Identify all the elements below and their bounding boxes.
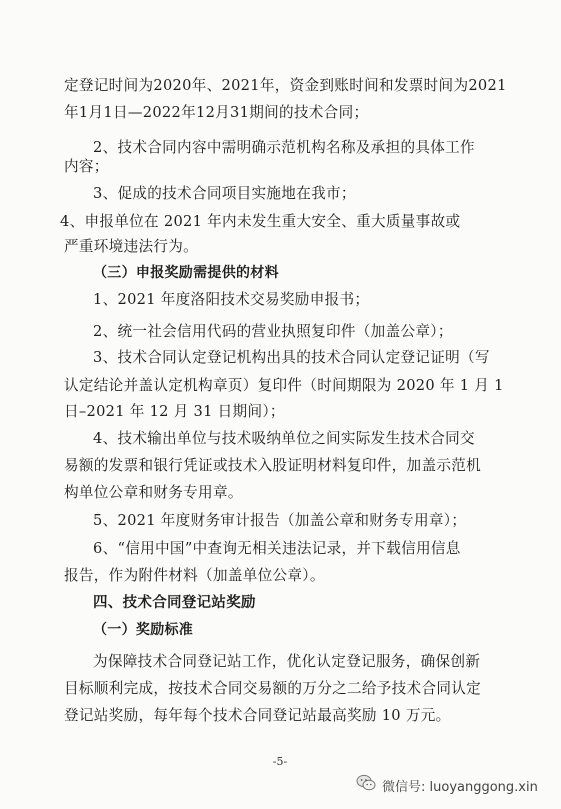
subsection-heading: （一）奖励标准 bbox=[93, 622, 194, 638]
text-line: 日–2021 年 12 月 31 日期间）； bbox=[64, 403, 285, 420]
text-line: 2、技术合同内容中需明确示范机构名称及承担的具体工作 bbox=[93, 139, 475, 156]
text-line: 登记站奖励，每年每个技术合同登记站最高奖励 10 万元。 bbox=[64, 707, 451, 724]
text-line: 认定结论并盖认定机构章页）复印件（时间期限为 2020 年 1 月 1 bbox=[64, 377, 504, 394]
text-line: 6、“信用中国”中查询无相关违法记录，并下载信用信息 bbox=[93, 540, 461, 557]
section-heading: 四、技术合同登记站奖励 bbox=[93, 595, 256, 611]
page-number: -5- bbox=[272, 755, 288, 768]
text-line: 5、2021 年度财务审计报告（加盖公章和财务专用章）； bbox=[93, 512, 467, 529]
text-line: 1、2021 年度洛阳技术交易奖励申报书； bbox=[93, 291, 370, 308]
text-line: 4、申报单位在 2021 年内未发生重大安全、重大质量事故或 bbox=[60, 213, 461, 230]
wechat-icon bbox=[356, 774, 376, 796]
section-heading: （三）申报奖励需提供的材料 bbox=[93, 265, 279, 281]
text-line: 3、促成的技术合同项目实施地在我市； bbox=[93, 185, 356, 202]
text-line: 目标顺利完成，按技术合同交易额的万分之二给予技术合同认定 bbox=[64, 680, 482, 697]
text-line: 年1月1日—2022年12月31期间的技术合同； bbox=[64, 104, 369, 121]
text-line: 内容； bbox=[64, 158, 109, 175]
watermark bbox=[356, 775, 538, 795]
text-line: 易额的发票和银行凭证或技术入股证明材料复印件，加盖示范机 bbox=[64, 457, 482, 474]
watermark-text: 微信号: luoyanggong.xin bbox=[382, 779, 538, 795]
text-line: 严重环境违法行为。 bbox=[64, 238, 199, 255]
text-line: 为保障技术合同登记站工作，优化认定登记服务，确保创新 bbox=[93, 653, 481, 670]
text-line: 报告，作为附件材料（加盖单位公章）。 bbox=[64, 567, 325, 584]
text-line: 2、统一社会信用代码的营业执照复印件（加盖公章）； bbox=[93, 323, 453, 340]
text-line: 4、技术输出单位与技术吸纳单位之间实际发生技术合同交 bbox=[93, 430, 475, 447]
text-line: 构单位公章和财务专用章。 bbox=[64, 484, 243, 501]
text-line: 定登记时间为2020年、2021年，资金到账时间和发票时间为2021 bbox=[64, 77, 507, 94]
text-line: 3、技术合同认定登记机构出具的技术合同认定登记证明（写 bbox=[93, 349, 490, 366]
